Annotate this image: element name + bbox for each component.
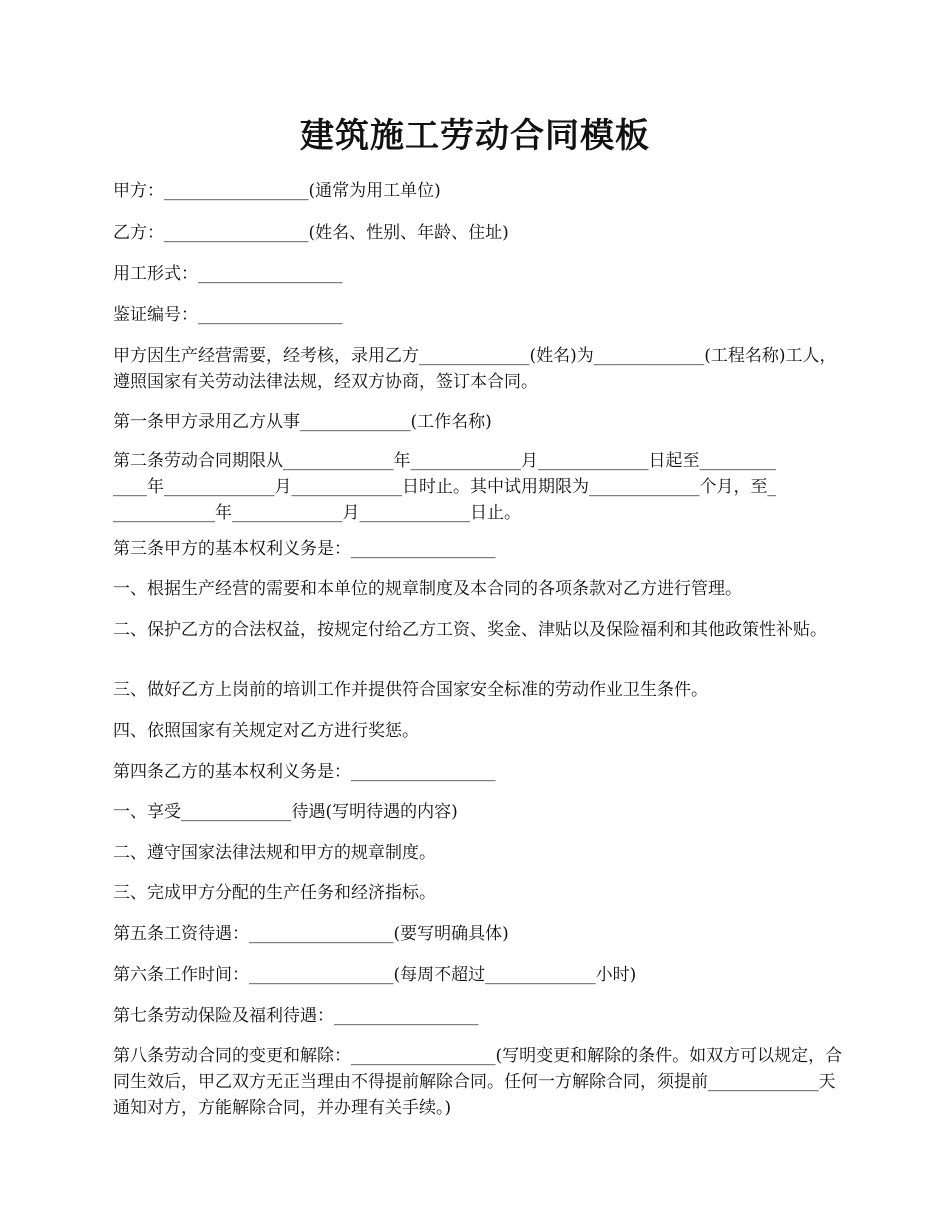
article-4-item-2: 二、遵守国家法律法规和甲方的规章制度。 xyxy=(113,843,436,863)
employment-form-line: 用工形式：_________________ xyxy=(113,264,343,284)
article-4-item-1: 一、享受_____________待遇(写明待遇的内容) xyxy=(113,802,458,822)
verification-number-line: 鉴证编号：_________________ xyxy=(113,305,343,325)
article-5: 第五条工资待遇：_________________(要写明确具体) xyxy=(113,924,509,944)
article-4-item-3: 三、完成甲方分配的生产任务和经济指标。 xyxy=(113,883,436,903)
article-3: 第三条甲方的基本权利义务是：_________________ xyxy=(113,539,496,559)
party-b-line: 乙方：_________________(姓名、性别、年龄、住址) xyxy=(113,223,509,243)
article-2: 第二条劳动合同期限从_____________年_____________月_____________日起至_________ ____年_____________月_____________日时止。其中试用期限为_____________个月，至_ ____________年_____________月_____________日止。 xyxy=(113,451,776,523)
article-7: 第七条劳动保险及福利待遇：_________________ xyxy=(113,1006,479,1026)
article-6: 第六条工作时间：_________________(每周不超过_____________小时) xyxy=(113,965,637,985)
article-4: 第四条乙方的基本权利义务是：_________________ xyxy=(113,762,496,782)
article-3-item-1: 一、根据生产经营的需要和本单位的规章制度及本合同的各项条款对乙方进行管理。 xyxy=(113,579,742,599)
article-1: 第一条甲方录用乙方从事_____________(工作名称) xyxy=(113,412,492,432)
article-3-item-3: 三、做好乙方上岗前的培训工作并提供符合国家安全标准的劳动作业卫生条件。 xyxy=(113,680,708,700)
article-8: 第八条劳动合同的变更和解除：_________________(写明变更和解除的条件。如双方可以规定，合同生效后，甲乙双方无正当理由不得提前解除合同。任何一方解除合同，须提前_____________天通知对方，方能解除合同，并办理有关手续。) xyxy=(113,1046,843,1118)
party-a-line: 甲方：_________________(通常为用工单位) xyxy=(113,181,441,201)
preamble-paragraph: 甲方因生产经营需要，经考核，录用乙方_____________(姓名)为_____________(工程名称)工人，遵照国家有关劳动法律法规，经双方协商，签订本合同。 xyxy=(113,346,837,392)
article-3-item-2: 二、保护乙方的合法权益，按规定付给乙方工资、奖金、津贴以及保险福利和其他政策性补贴。 xyxy=(113,620,827,640)
article-3-item-4: 四、依照国家有关规定对乙方进行奖惩。 xyxy=(113,721,419,741)
document-title: 建筑施工劳动合同模板 xyxy=(300,116,650,156)
